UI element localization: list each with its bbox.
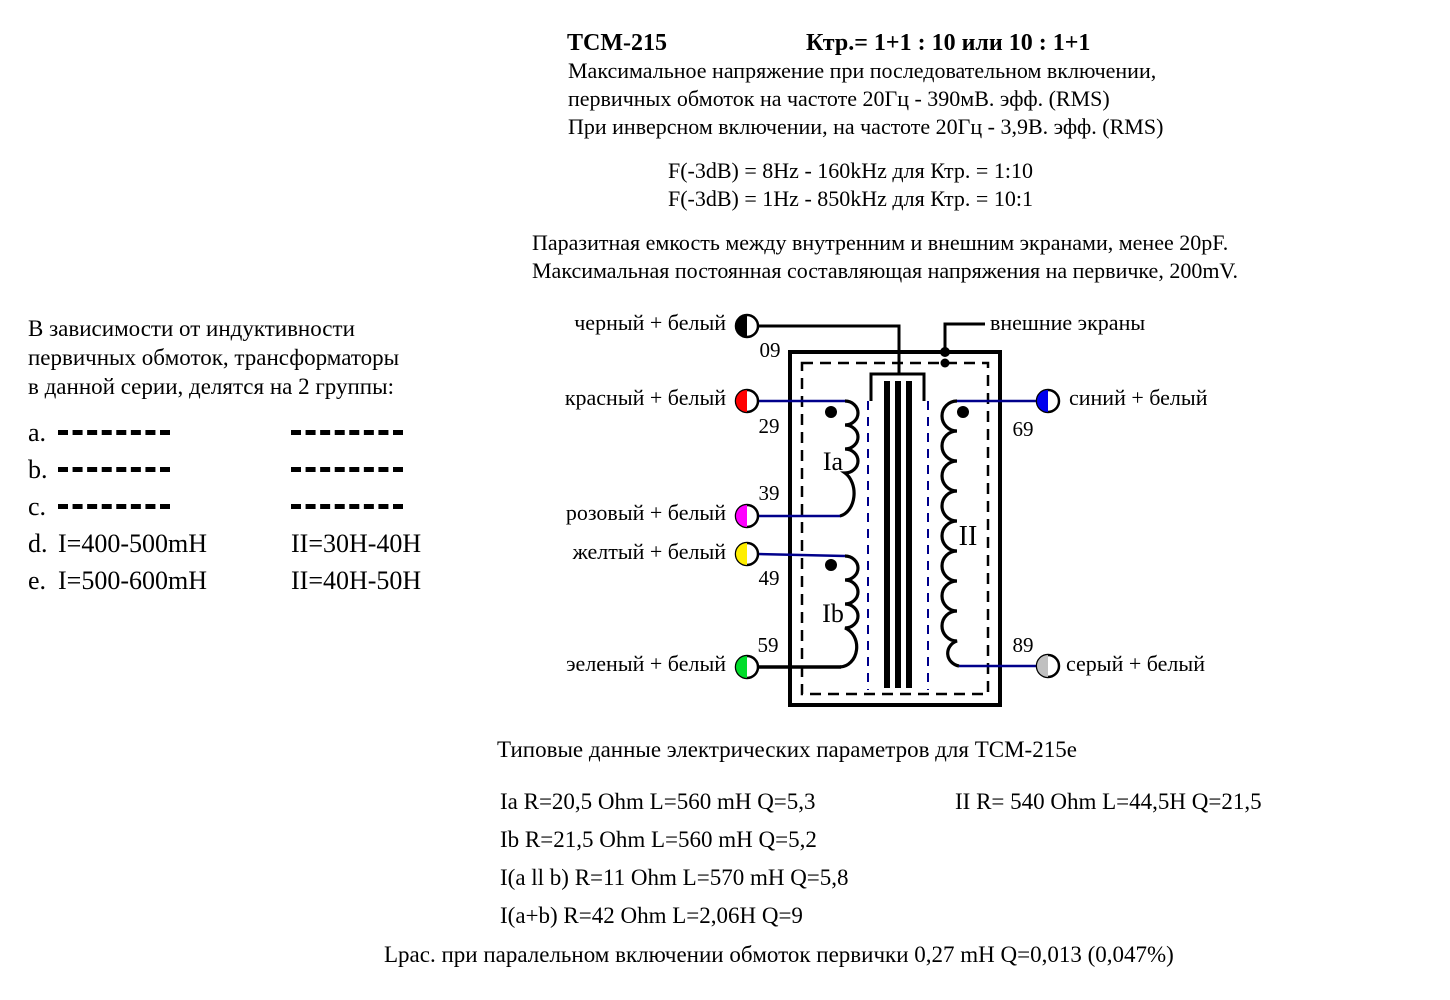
terminal-green-white bbox=[736, 656, 758, 678]
terminal-blue-white bbox=[1037, 390, 1059, 412]
bandwidth-lines bbox=[668, 157, 1033, 213]
terminal-number-69: 69 bbox=[1012, 417, 1034, 441]
terminal-number-09: 09 bbox=[759, 338, 781, 362]
note-line: Паразитная емкость между внутренним и внешним экранами, менее 20pF. bbox=[532, 230, 1229, 255]
core-bar bbox=[884, 381, 890, 688]
notes-paragraph bbox=[532, 229, 1238, 285]
typical-data-parallel: I(a ll b) R=11 Ohm L=570 mH Q=5,8 bbox=[500, 865, 849, 890]
terminal-number-29: 29 bbox=[758, 414, 780, 438]
intro-line: первичных обмоток, трансформаторы bbox=[28, 345, 400, 370]
connection-dot bbox=[940, 347, 950, 357]
terminal-number-49: 49 bbox=[758, 566, 780, 590]
group-letter: b. bbox=[28, 455, 48, 484]
intro-line: В зависимости от индуктивности bbox=[28, 316, 355, 341]
wire-yellow-terminal bbox=[758, 554, 845, 556]
core-bar bbox=[906, 381, 912, 688]
dash-placeholder bbox=[291, 418, 403, 448]
groups-list bbox=[28, 418, 498, 608]
note-line: Максимальная постоянная составляющая напряжения на первичке, 200mV. bbox=[532, 258, 1238, 283]
typical-data-ia: Ia R=20,5 Ohm L=560 mH Q=5,3 bbox=[500, 789, 816, 814]
paragraph-line: первичных обмоток на частоте 20Гц - 390мВ. эфф. (RMS) bbox=[568, 86, 1110, 111]
paragraph-line: Максимальное напряжение при последовательном включении, bbox=[568, 58, 1157, 83]
dash-placeholder bbox=[291, 492, 403, 522]
typical-data-ib: Ib R=21,5 Ohm L=560 mH Q=5,2 bbox=[500, 827, 817, 852]
paragraph-line: При инверсном включении, на частоте 20Гц - 3,9В. эфф. (RMS) bbox=[568, 114, 1164, 139]
phase-dot-ii bbox=[957, 406, 969, 418]
core-bar bbox=[895, 381, 901, 688]
winding-label-ib: Ib bbox=[822, 599, 844, 628]
group-secondary-inductance: II=30H-40H bbox=[291, 529, 422, 558]
dash-placeholder bbox=[291, 455, 403, 485]
group-letter: e. bbox=[28, 566, 47, 595]
winding-ii-coil bbox=[942, 401, 959, 666]
dash-placeholder bbox=[58, 418, 170, 448]
terminal-gray-white bbox=[1037, 655, 1059, 677]
dash-placeholder bbox=[58, 455, 170, 485]
terminal-label-pink-white: розовый + белый bbox=[565, 500, 726, 525]
terminal-number-59: 59 bbox=[757, 633, 779, 657]
external-screens-wire bbox=[945, 324, 985, 352]
groups-intro bbox=[28, 314, 399, 401]
connection-dot bbox=[941, 359, 950, 368]
group-secondary-inductance: II=40H-50H bbox=[291, 566, 422, 595]
winding-label-ii: II bbox=[958, 521, 978, 552]
transformer-schematic bbox=[660, 300, 1270, 720]
page-title: ТСМ-215 bbox=[567, 30, 667, 56]
max-voltage-paragraph bbox=[568, 57, 1163, 141]
phase-dot-ia bbox=[825, 406, 837, 418]
external-screens-label: внешние экраны bbox=[990, 310, 1146, 335]
terminal-label-yellow-white: желтый + белый bbox=[572, 539, 726, 564]
group-letter: d. bbox=[28, 529, 48, 558]
group-primary-inductance: I=400-500mH bbox=[58, 529, 207, 558]
terminal-red-white bbox=[736, 390, 758, 412]
ratio-title: Ктр.= 1+1 : 10 или 10 : 1+1 bbox=[806, 30, 1091, 56]
typical-data-ii: II R= 540 Ohm L=44,5H Q=21,5 bbox=[955, 789, 1262, 814]
typical-data-series: I(a+b) R=42 Ohm L=2,06H Q=9 bbox=[500, 903, 803, 928]
leakage-inductance-line: Lрас. при паралельном включении обмоток первички 0,27 mH Q=0,013 (0,047%) bbox=[384, 942, 1174, 967]
bandwidth-line: F(-3dB) = 1Hz - 850kHz для Ктр. = 10:1 bbox=[668, 186, 1033, 211]
phase-dot-ib bbox=[825, 559, 837, 571]
terminal-number-89: 89 bbox=[1012, 633, 1034, 657]
typical-data-title: Типовые данные электрических параметров для ТСМ-215е bbox=[497, 737, 1077, 762]
group-primary-inductance: I=500-600mH bbox=[58, 566, 207, 595]
group-letter: c. bbox=[28, 492, 47, 521]
group-letter: a. bbox=[28, 418, 47, 447]
dash-placeholder bbox=[58, 492, 170, 522]
terminal-label-red-white: красный + белый bbox=[564, 385, 726, 410]
winding-label-ia: Ia bbox=[822, 447, 844, 476]
terminal-label-blue-white: синий + белый bbox=[1069, 385, 1208, 410]
bandwidth-line: F(-3dB) = 8Hz - 160kHz для Ктр. = 1:10 bbox=[668, 158, 1033, 183]
terminal-black-white bbox=[736, 315, 758, 337]
terminal-yellow-white bbox=[736, 543, 758, 565]
terminal-label-gray-white: серый + белый bbox=[1066, 651, 1205, 676]
intro-line: в данной серии, делятся на 2 группы: bbox=[28, 374, 394, 399]
terminal-number-39: 39 bbox=[758, 481, 780, 505]
terminal-pink-white bbox=[736, 505, 758, 527]
terminal-label-green-white: эеленый + белый bbox=[566, 651, 726, 676]
terminal-label-black-white: черный + белый bbox=[574, 310, 726, 335]
